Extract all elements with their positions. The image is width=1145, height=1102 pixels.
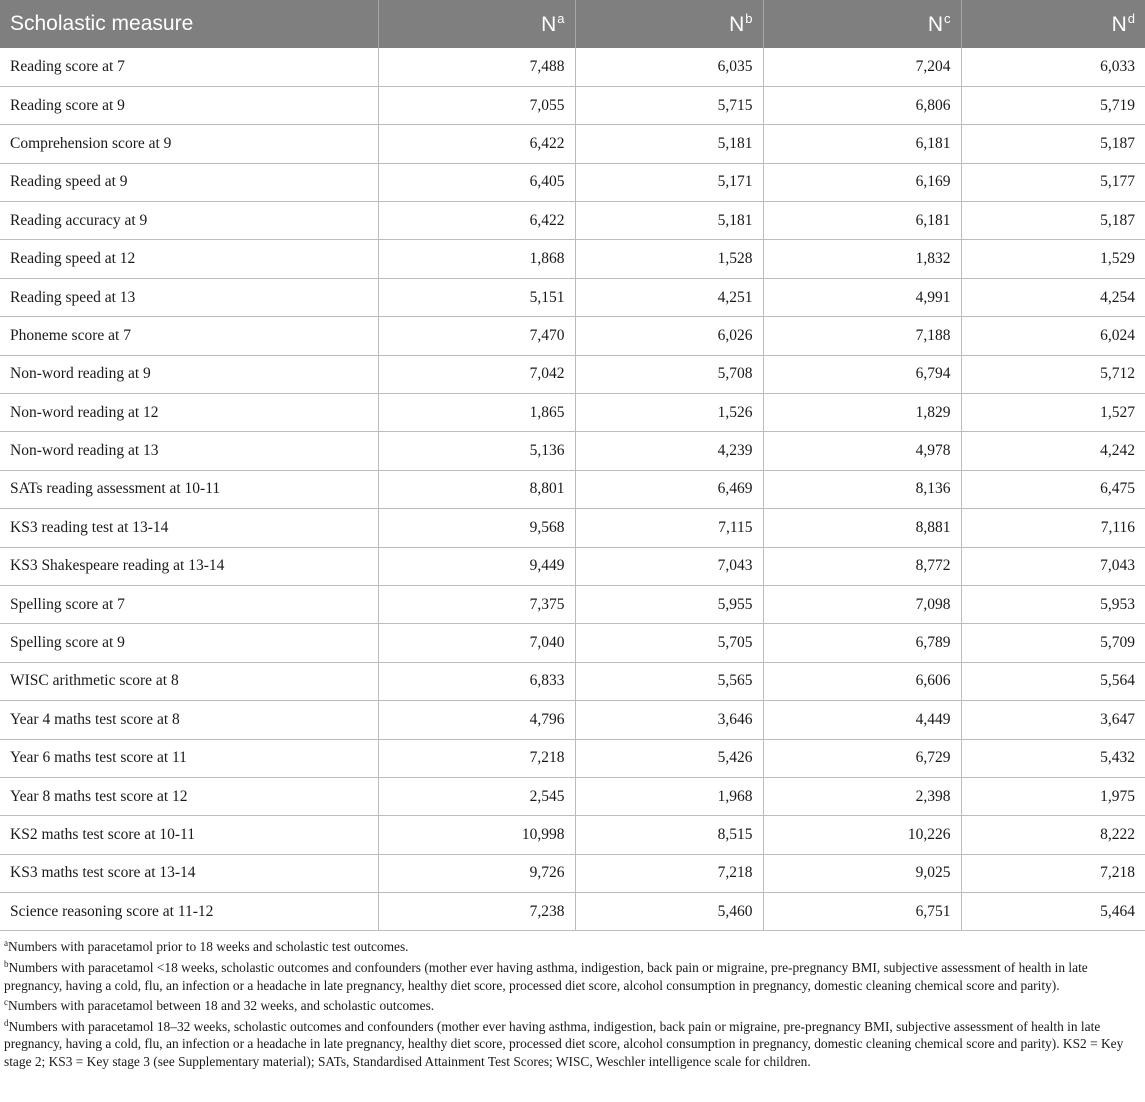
measure-cell: Phoneme score at 7: [0, 317, 378, 355]
count-cell: 9,449: [378, 547, 575, 585]
count-cell: 6,794: [763, 355, 961, 393]
count-cell: 2,545: [378, 777, 575, 815]
count-cell: 7,470: [378, 317, 575, 355]
measure-cell: KS2 maths test score at 10-11: [0, 816, 378, 854]
measure-cell: Spelling score at 7: [0, 585, 378, 623]
table-row: [0, 547, 1145, 585]
count-cell: 4,991: [763, 278, 961, 316]
count-cell: 6,405: [378, 163, 575, 201]
count-cell: 5,171: [575, 163, 763, 201]
table-row: [0, 355, 1145, 393]
count-cell: 7,218: [378, 739, 575, 777]
count-cell: 7,238: [378, 893, 575, 931]
footnote-mark: d: [4, 1017, 9, 1028]
count-cell: 7,040: [378, 624, 575, 662]
count-cell: 6,789: [763, 624, 961, 662]
measure-cell: Non-word reading at 9: [0, 355, 378, 393]
count-cell: 7,188: [763, 317, 961, 355]
count-cell: 5,426: [575, 739, 763, 777]
measure-cell: Year 4 maths test score at 8: [0, 701, 378, 739]
table-row: [0, 854, 1145, 892]
table-row: [0, 86, 1145, 124]
count-cell: 5,565: [575, 662, 763, 700]
count-cell: 10,998: [378, 816, 575, 854]
table-row: [0, 739, 1145, 777]
count-cell: 6,033: [961, 48, 1145, 86]
count-cell: 1,832: [763, 240, 961, 278]
count-cell: 6,469: [575, 470, 763, 508]
count-cell: 6,606: [763, 662, 961, 700]
count-cell: 1,527: [961, 394, 1145, 432]
count-cell: 1,529: [961, 240, 1145, 278]
footnotes: [0, 931, 1145, 1070]
count-cell: 6,181: [763, 202, 961, 240]
footnote: [4, 1015, 1137, 1071]
count-cell: 4,449: [763, 701, 961, 739]
count-cell: 6,806: [763, 86, 961, 124]
measure-cell: Reading speed at 12: [0, 240, 378, 278]
table-row: [0, 470, 1145, 508]
table-row: [0, 125, 1145, 163]
count-cell: 6,833: [378, 662, 575, 700]
count-cell: 4,242: [961, 432, 1145, 470]
table-row: [0, 893, 1145, 931]
count-cell: 7,218: [575, 854, 763, 892]
measure-cell: Comprehension score at 9: [0, 125, 378, 163]
footnote-mark: c: [4, 997, 8, 1008]
count-cell: 9,568: [378, 509, 575, 547]
count-cell: 5,953: [961, 585, 1145, 623]
count-cell: 1,975: [961, 777, 1145, 815]
table-row: [0, 509, 1145, 547]
count-cell: 5,464: [961, 893, 1145, 931]
count-cell: 6,026: [575, 317, 763, 355]
header-scholastic-measure: Scholastic measure: [0, 0, 378, 48]
count-cell: 6,181: [763, 125, 961, 163]
count-cell: 5,709: [961, 624, 1145, 662]
count-cell: 7,115: [575, 509, 763, 547]
count-cell: 7,043: [575, 547, 763, 585]
measure-cell: Science reasoning score at 11-12: [0, 893, 378, 931]
count-cell: 1,968: [575, 777, 763, 815]
table-row: [0, 394, 1145, 432]
count-cell: 6,751: [763, 893, 961, 931]
measure-cell: Reading score at 7: [0, 48, 378, 86]
footnote-text: Numbers with paracetamol prior to 18 weeks and scholastic test outcomes.: [8, 939, 409, 955]
table-row: [0, 777, 1145, 815]
count-cell: 5,181: [575, 125, 763, 163]
count-cell: 5,708: [575, 355, 763, 393]
measure-cell: Reading score at 9: [0, 86, 378, 124]
count-cell: 5,136: [378, 432, 575, 470]
count-cell: 7,042: [378, 355, 575, 393]
count-cell: 5,564: [961, 662, 1145, 700]
count-cell: 4,251: [575, 278, 763, 316]
table-body: [0, 48, 1145, 931]
count-cell: 5,955: [575, 585, 763, 623]
count-cell: 5,187: [961, 125, 1145, 163]
count-cell: 7,375: [378, 585, 575, 623]
count-cell: 5,151: [378, 278, 575, 316]
measure-cell: SATs reading assessment at 10-11: [0, 470, 378, 508]
count-cell: 1,829: [763, 394, 961, 432]
table-row: [0, 432, 1145, 470]
footnote-text: Numbers with paracetamol between 18 and 32 weeks, and scholastic outcomes.: [8, 998, 435, 1014]
count-cell: 6,729: [763, 739, 961, 777]
count-cell: 9,025: [763, 854, 961, 892]
table-row: [0, 163, 1145, 201]
count-cell: 6,024: [961, 317, 1145, 355]
table-row: [0, 48, 1145, 86]
measure-cell: Spelling score at 9: [0, 624, 378, 662]
header-n-c: $N^c$: [763, 0, 961, 48]
count-cell: 5,712: [961, 355, 1145, 393]
count-cell: 5,177: [961, 163, 1145, 201]
table-row: [0, 585, 1145, 623]
count-cell: 5,705: [575, 624, 763, 662]
count-cell: 5,187: [961, 202, 1145, 240]
count-cell: 7,043: [961, 547, 1145, 585]
count-cell: 8,136: [763, 470, 961, 508]
count-cell: 5,181: [575, 202, 763, 240]
table-row: [0, 278, 1145, 316]
measure-cell: Non-word reading at 12: [0, 394, 378, 432]
footnote-text: Numbers with paracetamol 18–32 weeks, scholastic outcomes and confounders (mother ever having asthma, indigestion, back pain or migraine, pre-pregnancy BMI, subjective assessment of health in late pregnancy, having a cold, flu, an infection or a headache in late pregnancy, healthy diet score, processed diet score, alcohol consumption in pregnancy, domestic cleaning chemical score and parity). KS2 = Key stage 2; KS3 = Key stage 3 (see Supplementary material); SATs, Standardised Attainment Test Scores; WISC, Weschler intelligence scale for children.: [4, 1018, 1124, 1070]
measure-cell: WISC arithmetic score at 8: [0, 662, 378, 700]
header-n-b: $N^b$: [575, 0, 763, 48]
measure-cell: Reading accuracy at 9: [0, 202, 378, 240]
count-cell: 7,055: [378, 86, 575, 124]
count-cell: 8,801: [378, 470, 575, 508]
count-cell: 6,422: [378, 125, 575, 163]
table-row: [0, 240, 1145, 278]
footnote: [4, 994, 1137, 1015]
count-cell: 5,432: [961, 739, 1145, 777]
count-cell: 8,515: [575, 816, 763, 854]
measure-cell: KS3 maths test score at 13-14: [0, 854, 378, 892]
count-cell: 9,726: [378, 854, 575, 892]
count-cell: 8,881: [763, 509, 961, 547]
footnote: [4, 935, 1137, 956]
count-cell: 7,218: [961, 854, 1145, 892]
count-cell: 4,239: [575, 432, 763, 470]
count-cell: 5,460: [575, 893, 763, 931]
table-row: [0, 624, 1145, 662]
measure-cell: Reading speed at 13: [0, 278, 378, 316]
table-header: [0, 0, 1145, 48]
table-row: [0, 701, 1145, 739]
count-cell: 7,098: [763, 585, 961, 623]
header-n-d: $N^d$: [961, 0, 1145, 48]
count-cell: 1,528: [575, 240, 763, 278]
count-cell: 6,169: [763, 163, 961, 201]
count-cell: 7,204: [763, 48, 961, 86]
footnote-mark: b: [4, 959, 9, 970]
count-cell: 1,868: [378, 240, 575, 278]
measure-cell: Reading speed at 9: [0, 163, 378, 201]
count-cell: 7,116: [961, 509, 1145, 547]
table-row: [0, 662, 1145, 700]
count-cell: 6,035: [575, 48, 763, 86]
footnote: [4, 956, 1137, 994]
measure-cell: KS3 Shakespeare reading at 13-14: [0, 547, 378, 585]
count-cell: 8,222: [961, 816, 1145, 854]
measure-cell: KS3 reading test at 13-14: [0, 509, 378, 547]
count-cell: 4,254: [961, 278, 1145, 316]
measure-cell: Year 6 maths test score at 11: [0, 739, 378, 777]
table-row: [0, 317, 1145, 355]
count-cell: 6,422: [378, 202, 575, 240]
header-n-a: $N^a$: [378, 0, 575, 48]
table-row: [0, 816, 1145, 854]
count-cell: 10,226: [763, 816, 961, 854]
count-cell: 8,772: [763, 547, 961, 585]
count-cell: 7,488: [378, 48, 575, 86]
count-cell: 1,865: [378, 394, 575, 432]
count-cell: 6,475: [961, 470, 1145, 508]
count-cell: 4,796: [378, 701, 575, 739]
count-cell: 2,398: [763, 777, 961, 815]
footnote-mark: a: [4, 938, 8, 949]
measure-cell: Non-word reading at 13: [0, 432, 378, 470]
count-cell: 1,526: [575, 394, 763, 432]
count-cell: 3,646: [575, 701, 763, 739]
count-cell: 5,719: [961, 86, 1145, 124]
footnote-text: Numbers with paracetamol <18 weeks, scholastic outcomes and confounders (mother ever having asthma, indigestion, back pain or migraine, pre-pregnancy BMI, subjective assessment of health in late pregnancy, having a cold, flu, an infection or a headache in late pregnancy, healthy diet score, processed diet score, alcohol consumption in pregnancy, domestic cleaning chemical score and parity).: [4, 960, 1088, 993]
measure-cell: Year 8 maths test score at 12: [0, 777, 378, 815]
count-cell: 4,978: [763, 432, 961, 470]
table-row: [0, 202, 1145, 240]
header-row: [0, 0, 1145, 48]
count-cell: 3,647: [961, 701, 1145, 739]
count-cell: 5,715: [575, 86, 763, 124]
